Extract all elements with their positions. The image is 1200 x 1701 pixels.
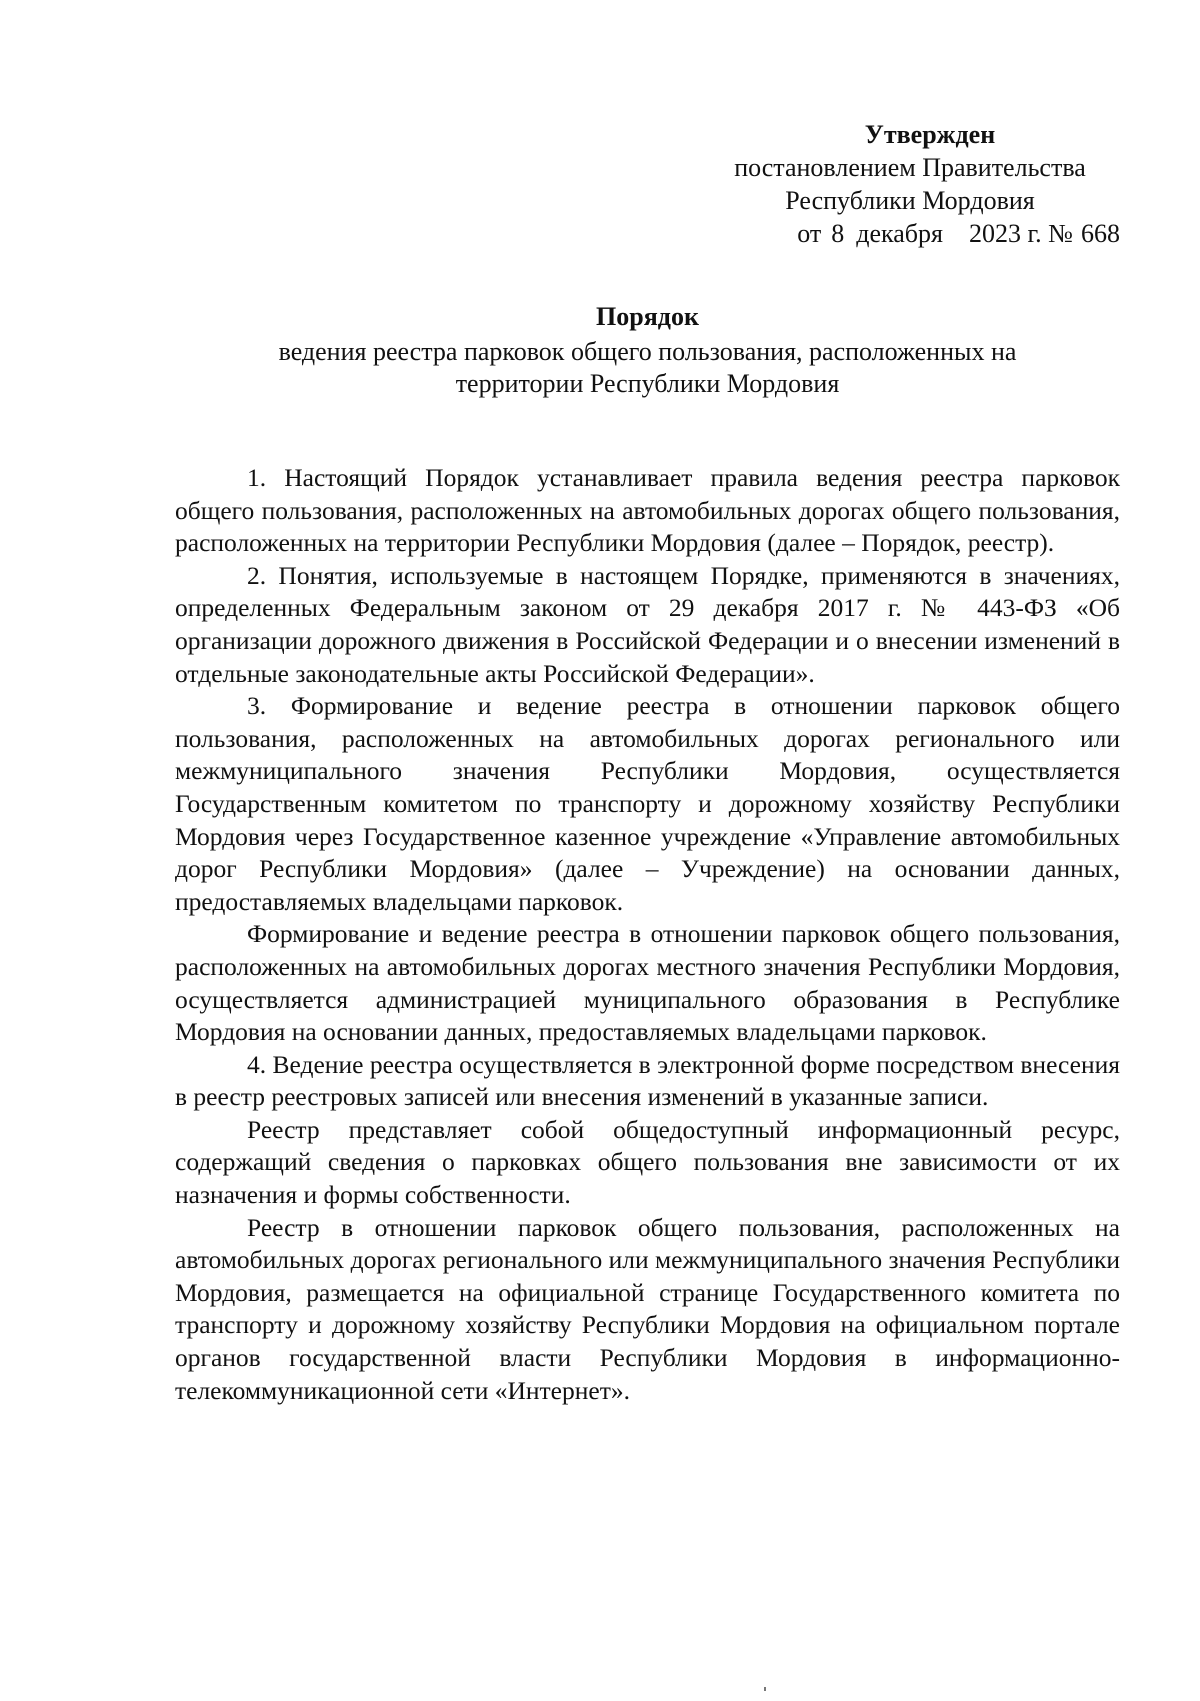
- scan-artifact: [764, 1687, 766, 1691]
- date-month: декабря: [856, 219, 943, 248]
- date-day: 8: [831, 219, 845, 248]
- document-body: [175, 462, 1120, 1407]
- approval-line-1: постановлением Правительства: [734, 153, 1086, 182]
- paragraph-1: 1. Настоящий Порядок устанавливает правила ведения реестра парковок общего пользования, расположенных на автомобильных дорогах общего пользования, расположенных на территории Республики Мордовия (далее – Порядок, реестр).: [175, 463, 1120, 558]
- approval-line-2: Республики Мордовия: [785, 186, 1035, 215]
- document-title: [175, 301, 1120, 400]
- title-subtitle-line-1: ведения реестра парковок общего пользования, расположенных на: [278, 337, 1017, 366]
- paragraph-6: Реестр представляет собой общедоступный информационный ресурс, содержащий сведения о парковках общего пользования вне зависимости от их назначения и формы собственности.: [175, 1114, 1120, 1210]
- approval-date: [700, 217, 1120, 250]
- paragraph-7: Реестр в отношении парковок общего пользования, расположенных на автомобильных дорогах регионального или межмуниципального значения Республики Мордовия, размещается на официальной странице Государственного комитета по транспорту и дорожному хозяйству Республики Мордовия на официальном портале органов государственной власти Республики Мордовия в информационно-телекоммуникационной сети «Интернет».: [175, 1212, 1120, 1405]
- approval-block: [700, 118, 1120, 250]
- paragraph-2: 2. Понятия, используемые в настоящем Порядке, применяются в значениях, определенных Федеральным законом от 29 декабря 2017 г. № 443-ФЗ «Об организации дорожного движения в Российской Федерации и о внесении изменений в отдельные законодательные акты Российской Федерации».: [175, 560, 1120, 688]
- date-number: 668: [1081, 219, 1120, 248]
- date-year: 2023 г. №: [968, 219, 1073, 248]
- paragraph-4: Формирование и ведение реестра в отношении парковок общего пользования, расположенных на автомобильных дорогах местного значения Республики Мордовия, осуществляется администрацией муниципального образования в Республике Мордовия на основании данных, предоставляемых владельцами парковок.: [175, 919, 1120, 1047]
- paragraph-5: 4. Ведение реестра осуществляется в электронной форме посредством внесения в реестр реестровых записей или внесения изменений в указанные записи.: [175, 1049, 1120, 1112]
- approval-heading: Утвержден: [864, 120, 996, 149]
- title-subtitle-line-2: территории Республики Мордовия: [455, 369, 840, 398]
- date-prefix: от: [797, 219, 822, 248]
- title-heading: Порядок: [596, 302, 699, 331]
- paragraph-3: 3. Формирование и ведение реестра в отношении парковок общего пользования, расположенных на автомобильных дорогах регионального или межмуниципального значения Республики Мордовия, осуществляется Государственным комитетом по транспорту и дорожному хозяйству Республики Мордовия через Государственное казенное учреждение «Управление автомобильных дорог Республики Мордовия» (далее – Учреждение) на основании данных, предоставляемых владельцами парковок.: [175, 691, 1120, 916]
